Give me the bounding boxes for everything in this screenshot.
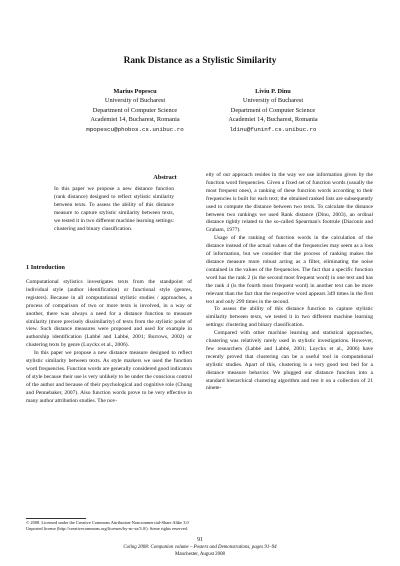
author-block-2 bbox=[198, 87, 348, 134]
right-column bbox=[206, 172, 373, 393]
page-number: 91 bbox=[197, 537, 203, 543]
section-heading: 1 Introduction bbox=[26, 264, 65, 271]
author-address: Academiei 14, Bucharest, Romania bbox=[90, 116, 180, 124]
author-department: Department of Computer Science bbox=[92, 106, 178, 114]
body-paragraph: Computational stylistics investigates texts from the standpoint of individual style (author identification) or functional style (genres, registers). Because in all computational stylistic studies / approaches, a process of comparison of two or more texts is involved, in a way or another, there was always a need for a distance function to measure similarity (more precisely dissimilarity) of texts from the stylistic point of view. Such distance measures were proposed and used for example in authorship identification (Labbé and Labbé, 2001; Burrows, 2002) or clustering texts by genre (Luyckx et al., 2006). bbox=[26, 279, 192, 349]
abstract-heading: Abstract bbox=[153, 174, 177, 181]
author-name: Liviu P. Dinu bbox=[255, 88, 291, 95]
venue-line: Coling 2008: Companion volume – Posters and Demonstrations, pages 91–94 bbox=[123, 545, 277, 550]
abstract-text: In this paper we propose a new distance function (rank distance) designed to reflect stylistic similarity between texts. To assess the ability of this distance measure to capture stylistic similarity between texts, we tested it in two different machine learning settings: clustering and binary classification. bbox=[54, 186, 174, 232]
author-affiliation: University of Bucharest bbox=[242, 97, 304, 105]
author-name: Marius Popescu bbox=[113, 88, 157, 95]
left-column bbox=[26, 279, 192, 406]
body-paragraph: Usage of the ranking of function words in the calculation of the distance instead of the actual values of the frequencies may seem as a loss of information, but we consider that the process of ranking makes the distance measure more robust acting as a filter, eliminating the noise contained in the values of the frequencies. The fact that a specific function word has the rank 2 (is the second most frequent word) in one text and has the rank 4 (is the fourth most frequent word) in another text can be more relevant than the fact that the respective word appears 349 times in the first text and only 299 times in the second. bbox=[206, 235, 373, 305]
place-line: Manchester, August 2008 bbox=[175, 552, 225, 557]
body-paragraph: To assess the ability of this distance function to capture stylistic similarity between texts, we tested it in two different machine learning settings: clustering and binary classification. bbox=[206, 306, 373, 329]
footnote-rule bbox=[26, 518, 86, 519]
author-address: Academiei 14, Bucharest, Romania bbox=[228, 116, 318, 124]
paper-title: Rank Distance as a Stylistic Similarity bbox=[123, 56, 277, 66]
author-email: ldinu@funinf.cs.unibuc.ro bbox=[229, 125, 317, 133]
license-footnote: © 2008. Licensed under the Creative Commons Attribution-Noncommercial-Share Alike 3.0 Unported license (http://creativecommons.org/licenses/by-nc-sa/3.0/). Some rights reserved. bbox=[26, 520, 189, 531]
author-block-1 bbox=[60, 87, 210, 134]
body-paragraph: elty of our approach resides in the way we use information given by the function word frequencies. Given a fixed set of function words (usually the most frequent ones), a ranking of these function words according to their frequencies is built for each text; the obtained ranked lists are subsequently used to compute the distance between two texts. To calculate the distance between two rankings we used Rank distance (Dinu, 2003), an ordinal distance tightly related to the so-called Spearman's footrule (Diaconis and Graham, 1977). bbox=[206, 172, 373, 234]
body-paragraph: Compared with other machine learning and statistical approaches, clustering was relatively rarely used in stylistic investigations. However, few researchers (Labbé and Labbé, 2001; Luyckx et al., 2006) have recently proved that clustering can be a useful tool in computational stylistic studies. Apart of this, clustering is a very good test bed for a distance measure behavior. We plugged our distance function into a standard hierarchical clustering algorithm and test it on a collection of 21 ninete- bbox=[206, 330, 373, 392]
author-affiliation: University of Bucharest bbox=[104, 97, 166, 105]
author-department: Department of Computer Science bbox=[230, 106, 316, 114]
body-paragraph: In this paper we propose a new distance measure designed to reflect stylistic similarity between texts. As style markers we used the function word frequencies. Function words are generally considered good indicators of style because their use is very unlikely to be under the conscious control of the author and because of their psychological and cognitive role (Chung and Pennebaker, 2007). Also function words prove to be very effective in many author attribution studies. The nov- bbox=[26, 350, 192, 404]
author-email: mpopescu@phobos.cs.unibuc.ro bbox=[86, 125, 184, 133]
